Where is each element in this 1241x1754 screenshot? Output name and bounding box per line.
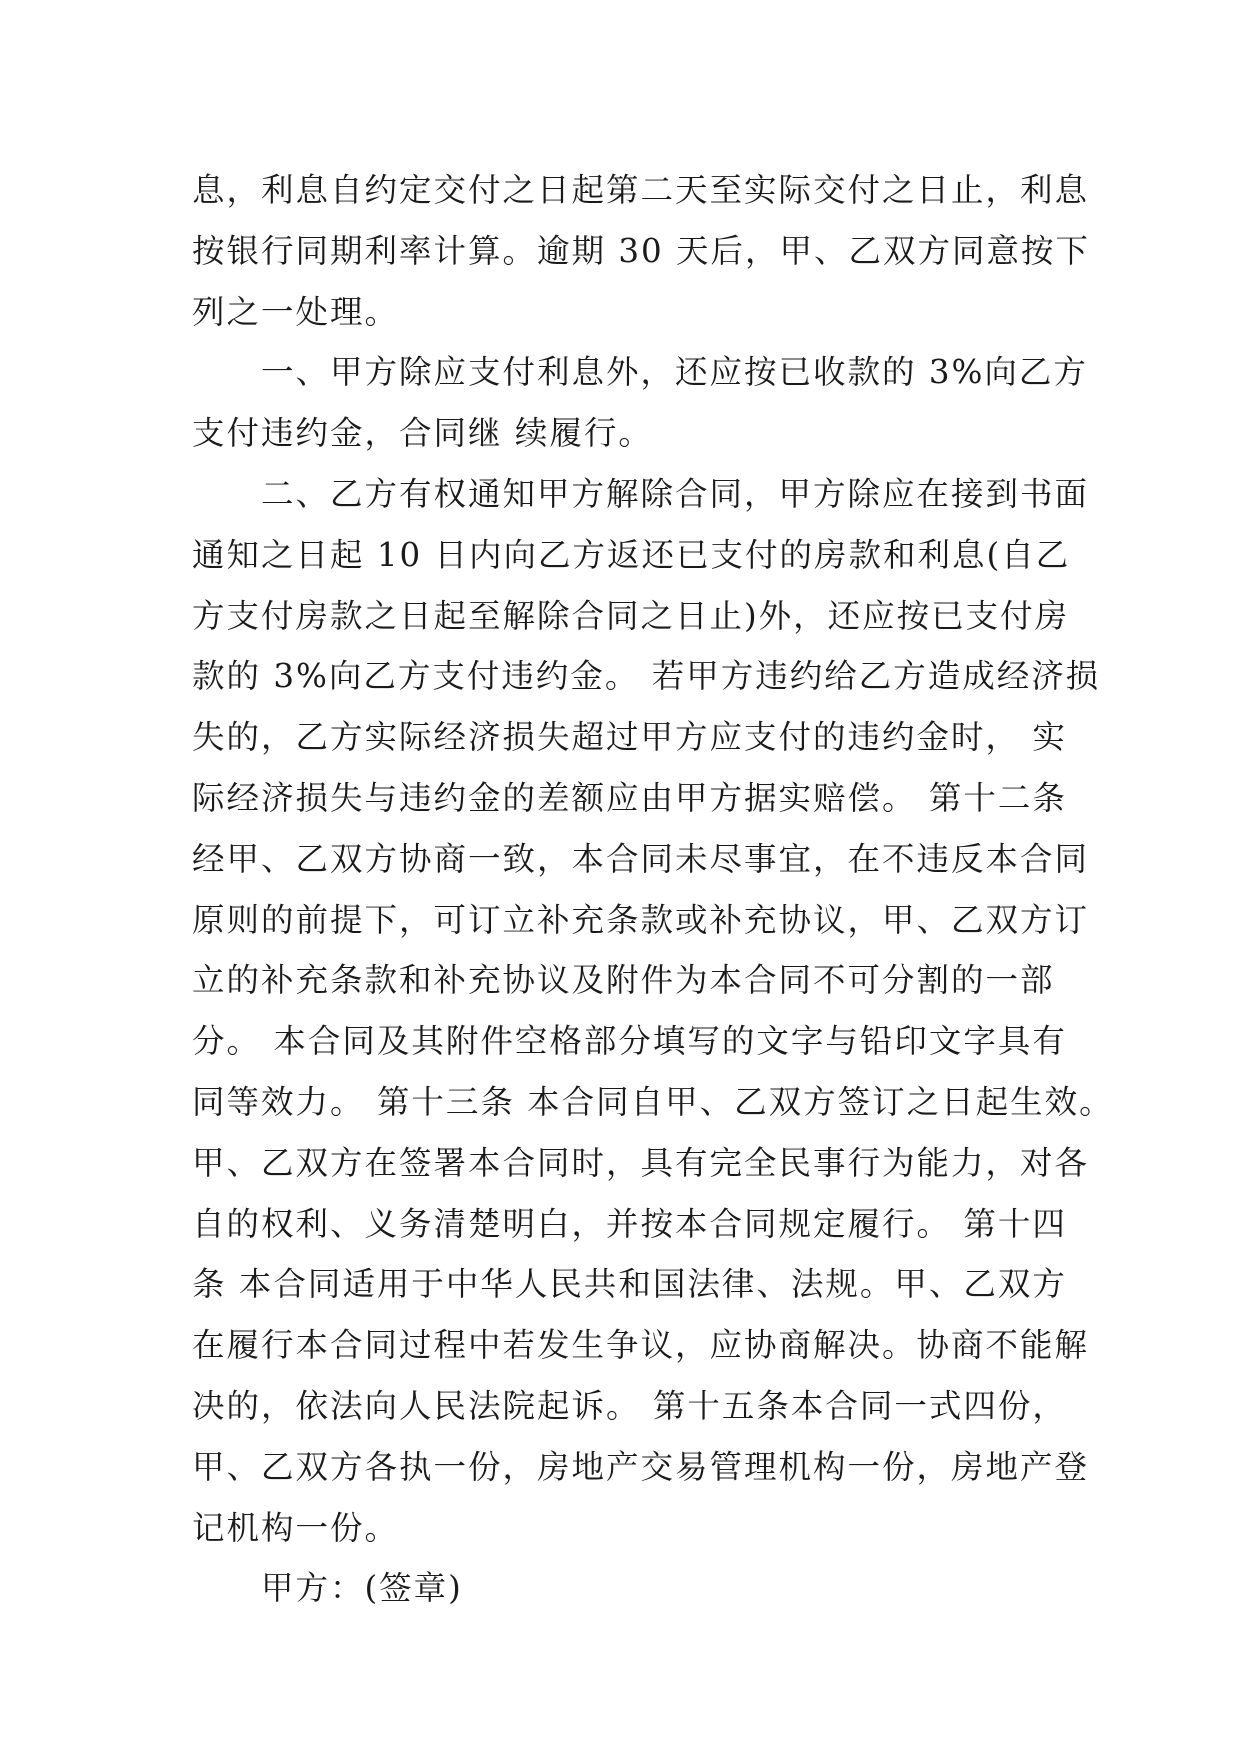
text-line: 立的补充条款和补充协议及附件为本合同不可分割的一部	[192, 961, 1055, 1000]
text-line: 款的 3%向乙方支付违约金。 若甲方违约给乙方造成经济损	[192, 657, 1101, 696]
text-line: 经甲、乙双方协商一致，本合同未尽事宜，在不违反本合同	[192, 839, 1090, 878]
text-line: 决的，依法向人民法院起诉。 第十五条本合同一式四份，	[192, 1386, 1067, 1425]
text-line: 自的权利、义务清楚明白，并按本合同规定履行。 第十四	[192, 1204, 1067, 1243]
text-line: 支付违约金，合同继 续履行。	[192, 414, 653, 453]
text-line: 按银行同期利率计算。逾期 30 天后，甲、乙双方同意按下	[192, 231, 1091, 270]
text-line: 息，利息自约定交付之日起第二天至实际交付之日止，利息	[192, 171, 1090, 209]
text-line: 同等效力。 第十三条 本合同自甲、乙双方签订之日起生效。	[192, 1082, 1114, 1121]
text-line: 列之一处理。	[192, 292, 400, 331]
text-line: 分。 本合同及其附件空格部分填写的文字与铅印文字具有	[192, 1022, 1067, 1061]
text-line: 际经济损失与违约金的差额应由甲方据实赔偿。 第十二条	[192, 778, 1067, 817]
signature-line: 甲方：(签章)	[192, 1569, 463, 1608]
text-line: 二、乙方有权通知甲方解除合同，甲方除应在接到书面	[192, 474, 1090, 513]
text-line: 原则的前提下，可订立补充条款或补充协议，甲、乙双方订	[192, 900, 1090, 939]
text-line: 记机构一份。	[192, 1508, 400, 1547]
contract-text	[192, 160, 1114, 1619]
text-line: 甲、乙双方各执一份，房地产交易管理机构一份，房地产登	[192, 1447, 1090, 1486]
text-line: 在履行本合同过程中若发生争议，应协商解决。协商不能解	[192, 1326, 1090, 1365]
text-line: 方支付房款之日起至解除合同之日止)外，还应按已支付房	[192, 596, 1070, 635]
text-line: 一、甲方除应支付利息外，还应按已收款的 3%向乙方	[192, 353, 1088, 392]
text-line: 失的，乙方实际经济损失超过甲方应支付的违约金时， 实	[192, 718, 1067, 757]
text-line: 通知之日起 10 日内向乙方返还已支付的房款和利息(自乙	[192, 535, 1071, 574]
text-line: 条 本合同适用于中华人民共和国法律、法规。甲、乙双方	[192, 1265, 1067, 1304]
text-line: 甲、乙双方在签署本合同时，具有完全民事行为能力，对各	[192, 1143, 1090, 1182]
